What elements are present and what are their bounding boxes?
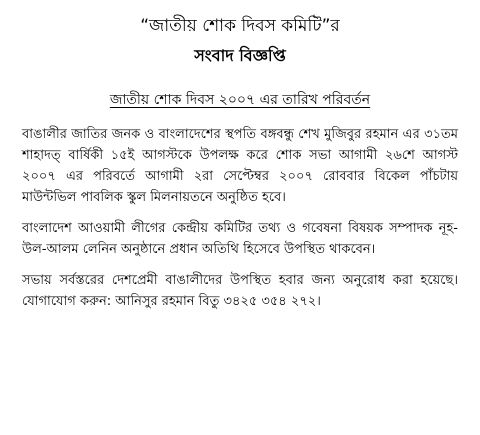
document-subtitle: সংবাদ বিজ্ঞপ্তি	[194, 46, 286, 65]
paragraph-chief-guest: বাংলাদেশ আওয়ামী লীগের কেন্দ্রীয় কমিটির তথ্য ও গবেষনা বিষয়ক সম্পাদক নূহ-উল-আলম লেনিন অনুষ্ঠানে প্রধান অতিথি হিসেবে উপস্থিত থাকবেন।	[22, 221, 458, 257]
paragraph-event: বাঙালীর জাতির জনক ও বাংলাদেশের স্থপতি বঙ্গবন্ধু শেখ মুজিবুর রহমান এর ৩১তম শাহাদত্‌ বার্ষিকী ১৫ই আগস্টকে উপলক্ষ করে শোক সভা আগামী ২৬শে আগস্ট ২০০৭ এর পরিবর্তে আগামী ২রা সেপ্টেম্বর ২০০৭ রোববার বিকেল পাঁচটায় মাউন্টভিল পাবলিক স্কুল মিলনায়তনে অনুষ্ঠিত হবে।	[22, 127, 458, 205]
paragraph-contact: সভায় সর্বস্তরের দেশপ্রেমী বাঙালীদের উপস্থিত হবার জন্য অনুরোধ করা হয়েছে। যোগাযোগ করুন: আনিসুর রহমান বিতু ৩৪২৫ ৩৫৪ ২৭২।	[22, 273, 458, 309]
document-title: “জাতীয় শোক দিবস কমিটি”র	[140, 16, 340, 36]
section-heading	[22, 90, 458, 110]
section-heading-text: জাতীয় শোক দিবস ২০০৭ এর তারিখ পরিবর্তন	[109, 92, 371, 108]
